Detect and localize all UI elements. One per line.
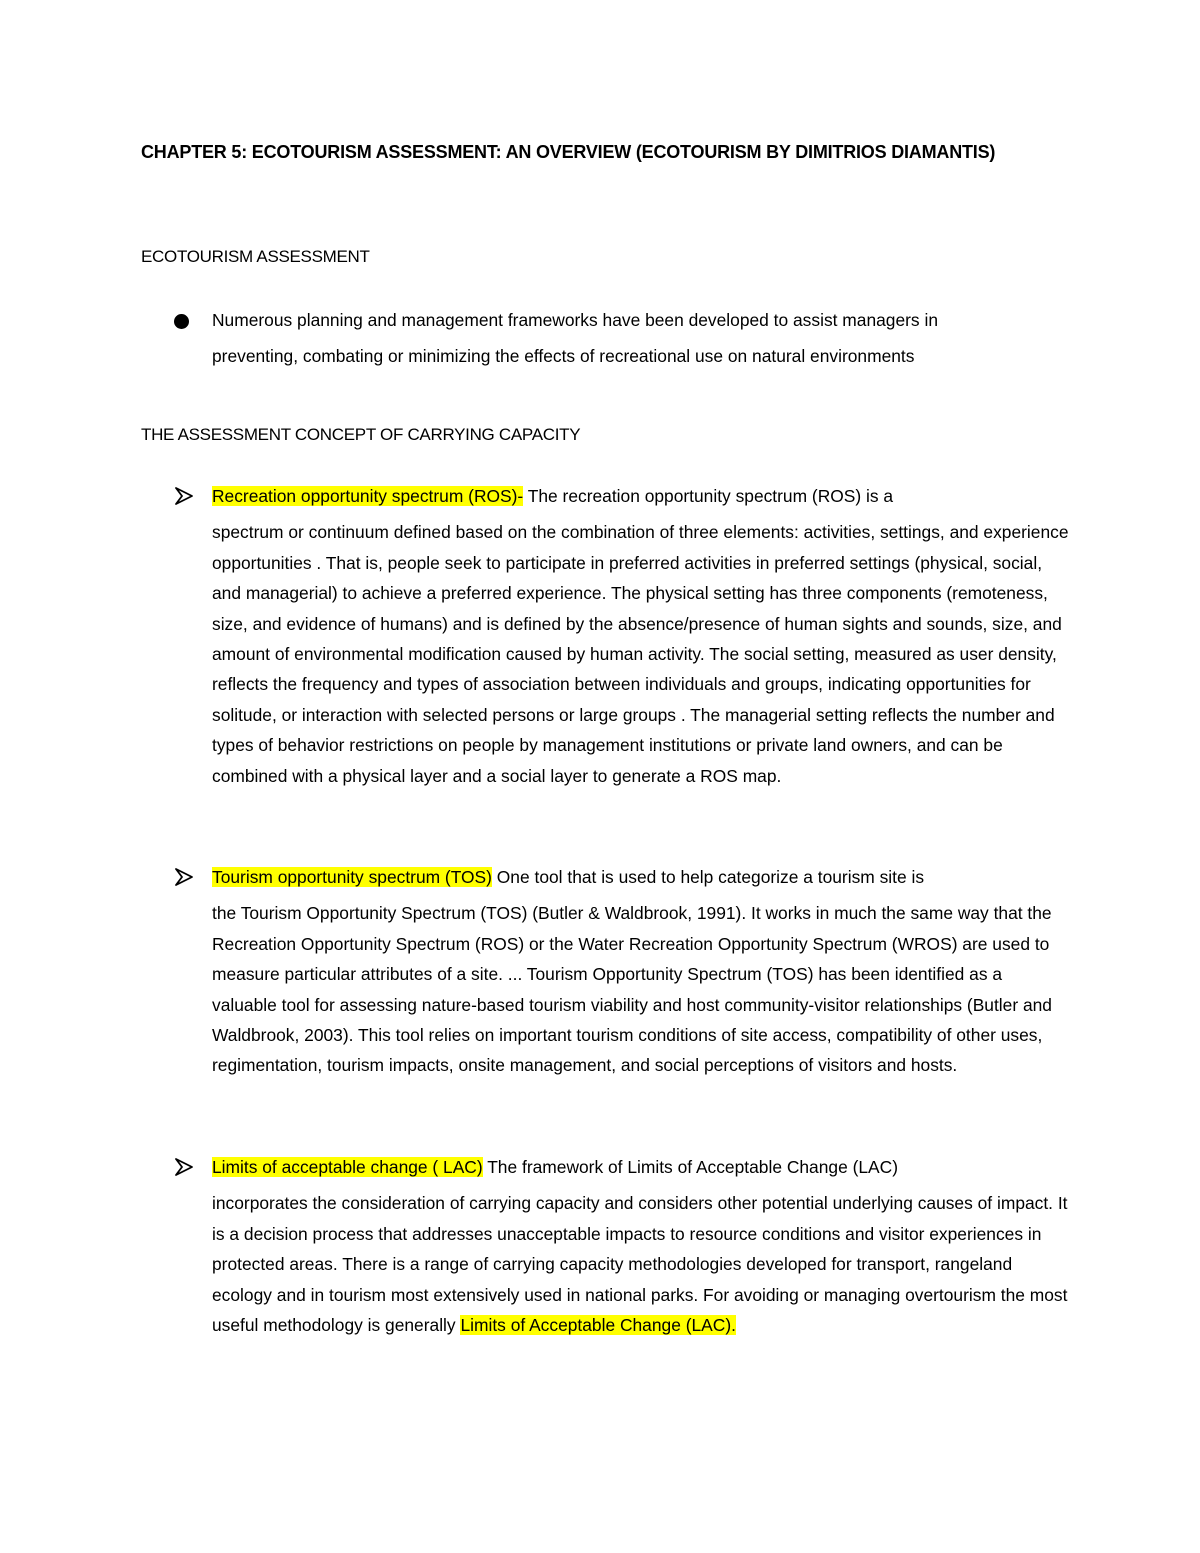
bullet-first-line [212, 481, 1071, 511]
bullet-continuation: the Tourism Opportunity Spectrum (TOS) (Butler & Waldbrook, 1991). It works in much the same way that the Recreation Opportunity Spectrum (ROS) or the Water Recreation Opportunity Spectrum (WROS) are used to measure particular attributes of a site. ... Tourism Opportunity Spectrum (TOS) has been identified as a valuable tool for assessing nature-based tourism viability and host community-visitor relationships (Butler and Waldbrook, 2003). This tool relies on important tourism conditions of site access, compatibility of other uses, regimentation, tourism impacts, onsite management, and social perceptions of visitors and hosts. [212, 903, 1052, 1076]
arrowhead-bullet-icon [174, 1158, 194, 1176]
arrowhead-bullet-icon [174, 868, 194, 886]
bullet-item-text [212, 1152, 1071, 1340]
arrowhead-bullet-icon [174, 487, 194, 505]
section-heading-carrying-capacity: THE ASSESSMENT CONCEPT OF CARRYING CAPACITY [141, 425, 581, 444]
bullet-continuation: spectrum or continuum defined based on the combination of three elements: activities, settings, and experience opportunities . That is, people seek to participate in preferred activities in preferred settings (physical, social, and managerial) to achieve a preferred experience. The physical setting has three components (remoteness, size, and evidence of humans) and is defined by the absence/presence of human sights and sounds, size, and amount of environmental modification caused by human activity. The social setting, measured as user density, reflects the frequency and types of association between individuals and groups, indicating opportunities for solitude, or interaction with selected persons or large groups . The managerial setting reflects the number and types of behavior restrictions on people by management institutions or private land owners, and can be combined with a physical layer and a social layer to generate a ROS map. [212, 522, 1069, 786]
section-heading-ecotourism-assessment: ECOTOURISM ASSESSMENT [141, 247, 370, 266]
bullet-first-line-rest: The recreation opportunity spectrum (ROS) is a [523, 486, 894, 506]
bullet-item-frameworks [141, 305, 1071, 372]
highlighted-term-ros: Recreation opportunity spectrum (ROS)- [212, 486, 524, 506]
bullet-continuation: preventing, combating or minimizing the effects of recreational use on natural environments [212, 346, 915, 367]
bullet-item-lac [141, 1152, 1071, 1340]
bullet-first-line [212, 1152, 1071, 1182]
bullet-first-line-rest: The framework of Limits of Acceptable Change (LAC) [482, 1157, 898, 1177]
highlighted-closing-lac: Limits of Acceptable Change (LAC). [460, 1315, 736, 1336]
highlighted-term-lac: Limits of acceptable change ( LAC) [212, 1157, 483, 1177]
filled-circle-bullet-icon [174, 314, 189, 329]
bullet-item-tos [141, 862, 1071, 1081]
bullet-first-line [212, 862, 1071, 892]
highlighted-term-tos: Tourism opportunity spectrum (TOS) [212, 867, 492, 887]
bullet-item-text [212, 481, 1071, 791]
bullet-continuation: incorporates the consideration of carrying capacity and considers other potential underlying causes of impact. It is a decision process that addresses unacceptable impacts to resource conditions and visitor experiences in protected areas. There is a range of carrying capacity methodologies developed for transport, rangeland ecology and in tourism most extensively used in national parks. For avoiding or managing overtourism the most useful methodology is generally [212, 1193, 1068, 1336]
bullet-item-text [212, 862, 1071, 1081]
chapter-title: CHAPTER 5: ECOTOURISM ASSESSMENT: AN OVERVIEW (ECOTOURISM BY DIMITRIOS DIAMANTIS) [141, 142, 996, 162]
bullet-item-ros [141, 481, 1071, 791]
bullet-first-line: Numerous planning and management frameworks have been developed to assist managers in [212, 310, 938, 330]
bullet-first-line-rest: One tool that is used to help categorize a tourism site is [491, 867, 925, 887]
bullet-item-text [212, 305, 1071, 372]
